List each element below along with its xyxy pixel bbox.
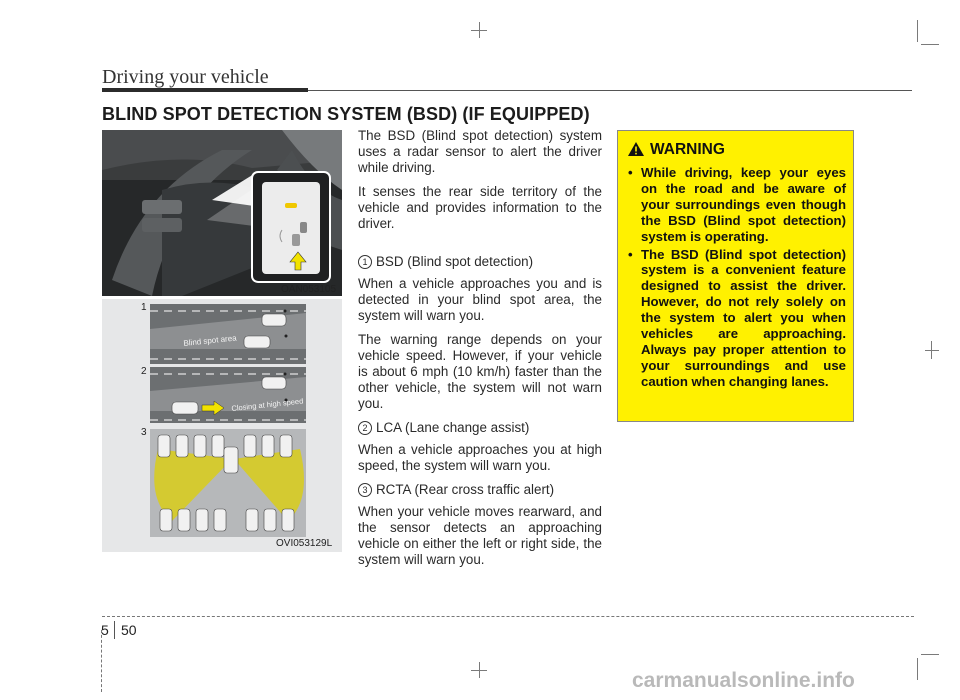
figure-code: OVI053129L (276, 538, 333, 549)
figure-code: OAN053105 (281, 284, 337, 295)
panel-number: 3 (141, 427, 147, 438)
warning-heading-text: WARNING (650, 141, 725, 158)
circled-number: 2 (358, 421, 372, 435)
item2-label: LCA (Lane change assist) (376, 420, 530, 435)
item1-heading (358, 254, 602, 270)
item2-paragraph: When a vehicle approaches you at high speed, the system will warn you. (358, 442, 602, 473)
item1-paragraph-2: The warning range depends on your vehicle speed. However, if your vehicle is about 6 mph (10 km/h) faster than the other vehicle, the system will not warn you. (358, 332, 602, 411)
warning-icon (628, 142, 644, 156)
warning-item: • While driving, keep your eyes on the road and be aware of your surroundings even though the BSD (Blind spot detection) system is operating. (628, 165, 846, 245)
crop-mark (471, 670, 487, 671)
circled-number: 3 (358, 483, 372, 497)
closing-speed-label: Closing at high speed (231, 396, 304, 413)
item2-heading (358, 420, 602, 436)
crop-mark (921, 44, 939, 45)
circled-number: 1 (358, 255, 372, 269)
dashboard-photo (102, 130, 342, 296)
item1-paragraph: When a vehicle approaches you and is detected in your blind spot area, the system will warn you. (358, 276, 602, 323)
page-number: 50 (121, 622, 137, 638)
item3-heading (358, 482, 602, 498)
warning-heading (628, 141, 725, 159)
item3-paragraph: When your vehicle moves rearward, and the sensor detects an approaching vehicle on either the left or right side, the system will warn you. (358, 504, 602, 567)
chapter-number: 5 (101, 622, 109, 638)
warning-item: • The BSD (Blind spot detection) system is a convenient feature designed to assist the driver. However, do not rely solely on the system to alert you when vehicles are approaching. Always pay proper attention to your surroundings and use caution when changing lanes. (628, 247, 846, 390)
header-rule (308, 90, 912, 91)
intro-paragraph: The BSD (Blind spot detection) system uses a radar sensor to alert the driver while driving. (358, 128, 602, 175)
blind-spot-label: Blind spot area (183, 333, 238, 348)
senses-paragraph: It senses the rear side territory of the vehicle and provides information to the driver. (358, 184, 602, 231)
header-rule (102, 88, 308, 92)
crop-mark (925, 350, 939, 351)
crop-mark (917, 658, 918, 680)
crop-mark (917, 20, 918, 42)
watermark: carmanualsonline.info (632, 669, 855, 692)
panel-number: 1 (141, 302, 147, 313)
panel-number: 2 (141, 366, 147, 377)
chapter-title: Driving your vehicle (102, 66, 269, 88)
section-title: BLIND SPOT DETECTION SYSTEM (BSD) (IF EQUIPPED) (102, 104, 590, 124)
item3-label: RCTA (Rear cross traffic alert) (376, 482, 555, 497)
item1-label: BSD (Blind spot detection) (376, 254, 534, 269)
warning-list (628, 165, 846, 392)
footer-rule (102, 616, 914, 617)
warning-box (617, 130, 854, 422)
page-divider (114, 621, 115, 639)
crop-mark (921, 654, 939, 655)
body-text (358, 128, 602, 576)
crop-mark (471, 30, 487, 31)
crop-mark (101, 630, 102, 692)
